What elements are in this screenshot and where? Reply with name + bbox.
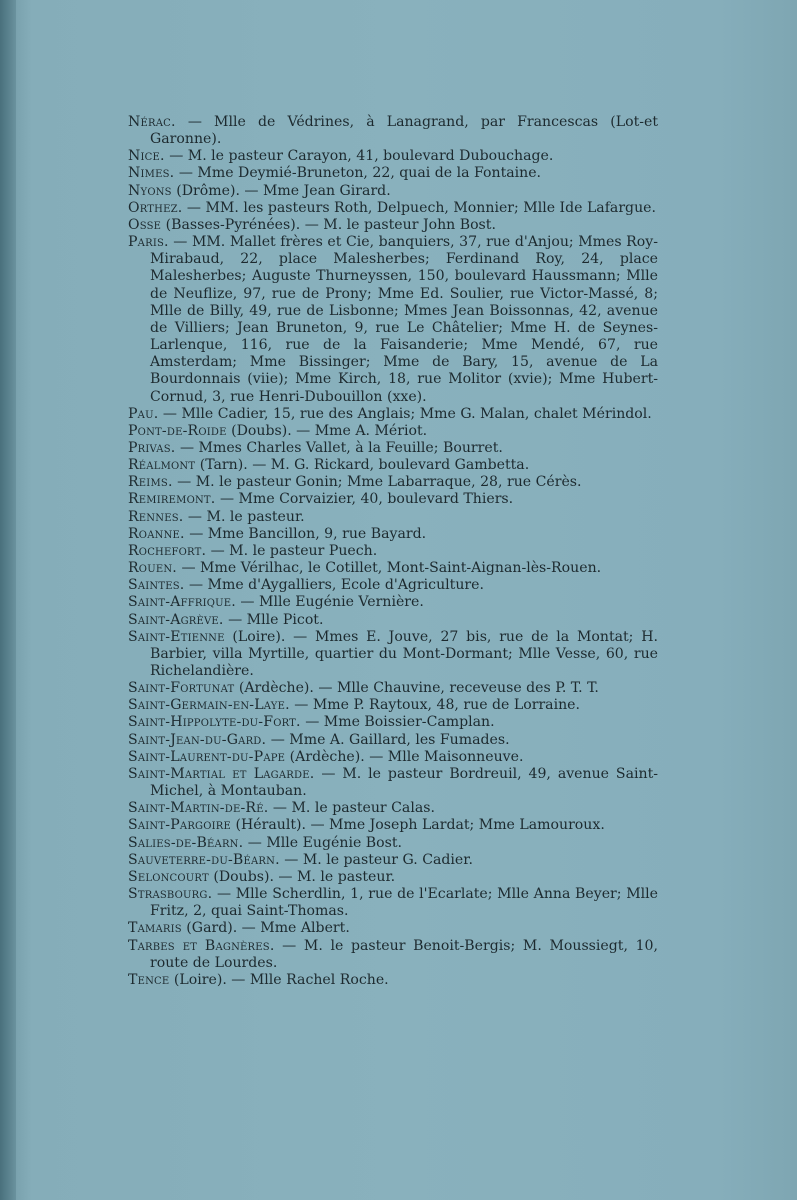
- entry-text: (Loire). — Mmes E. Jouve, 27 bis, rue de la Montat; H. Barbier, villa Myrtille, quartier du Mont-Dormant; Mlle Vesse, 60, rue Richelandière.: [150, 628, 658, 679]
- place-name: Saint-Agrève.: [128, 611, 224, 628]
- list-entry: [128, 629, 658, 680]
- list-entry: [128, 183, 658, 200]
- entry-text: — Mlle Eugénie Vernière.: [235, 594, 424, 611]
- place-name: Reims.: [128, 474, 173, 491]
- list-entry: [128, 680, 658, 697]
- list-entry: [128, 766, 658, 800]
- place-name: Pont-de-Roide: [128, 422, 227, 439]
- address-list: [128, 114, 658, 989]
- entry-text: — Mlle Scherdlin, 1, rue de l'Ecarlate; Mlle Anna Beyer; Mlle Fritz, 2, quai Saint-Thomas.: [150, 886, 658, 920]
- list-entry: [128, 526, 658, 543]
- list-entry: [128, 148, 658, 165]
- list-entry: [128, 594, 658, 611]
- place-name: Rouen.: [128, 560, 177, 577]
- place-name: Réalmont: [128, 457, 196, 474]
- entry-text: (Doubs). — Mme A. Mériot.: [226, 422, 428, 439]
- place-name: Saint-Martial et Lagarde.: [128, 765, 315, 782]
- list-entry: [128, 938, 658, 972]
- entry-text: — Mmes Charles Vallet, à la Feuille; Bourret.: [175, 439, 503, 456]
- list-entry: [128, 474, 658, 491]
- place-name: Pau.: [128, 405, 159, 422]
- place-name: Nice.: [128, 148, 165, 165]
- place-name: Remiremont.: [128, 491, 216, 508]
- entry-text: — Mme Vérilhac, le Cotillet, Mont-Saint-Aignan-lès-Rouen.: [176, 560, 602, 577]
- place-name: Saint-Fortunat: [128, 680, 235, 697]
- list-entry: [128, 217, 658, 234]
- place-name: Saint-Martin-de-Ré.: [128, 800, 269, 817]
- list-entry: [128, 852, 658, 869]
- list-entry: [128, 114, 658, 148]
- list-entry: [128, 543, 658, 560]
- place-name: Strasbourg.: [128, 886, 213, 903]
- entry-text: — Mlle Cadier, 15, rue des Anglais; Mme G. Malan, chalet Mérindol.: [158, 405, 652, 422]
- list-entry: [128, 577, 658, 594]
- list-entry: [128, 200, 658, 217]
- list-entry: [128, 560, 658, 577]
- place-name: Saint-Affrique.: [128, 594, 236, 611]
- entry-text: — M. le pasteur Puech.: [206, 542, 378, 559]
- entry-text: — MM. Mallet frères et Cie, banquiers, 37, rue d'Anjou; Mmes Roy-Mirabaud, 22, place Malesherbes; Ferdinand Roy, 24, place Malesherbes; Auguste Thurneyssen, 150, boulevard Haussmann; Mlle de Neuflize, 97, rue de Prony; Mme Ed. Soulier, rue Victor-Massé, 8; Mlle de Billy, 49, rue de Lisbonne; Mmes Jean Boissonnas, 42, avenue de Villiers; Jean Bruneton, 9, rue Le Châtelier; Mme H. de Seynes-Larlenque, 116, rue de la Faisanderie; Mme Mendé, 67, rue Amsterdam; Mme Bissinger; Mme de Bary, 15, avenue de La Bourdonnais (viie); Mme Kirch, 18, rue Molitor (xvie); Mme Hubert-Cornud, 3, rue Henri-Dubouillon (xxe).: [150, 234, 658, 405]
- entry-text: — Mme Deymié-Bruneton, 22, quai de la Fontaine.: [174, 165, 542, 182]
- entry-text: (Tarn). — M. G. Rickard, boulevard Gambetta.: [195, 457, 530, 474]
- list-entry: [128, 423, 658, 440]
- list-entry: [128, 234, 658, 406]
- entry-text: — Mme A. Gaillard, les Fumades.: [266, 731, 510, 748]
- place-name: Saint-Etienne: [128, 628, 225, 645]
- place-name: Tarbes et Bagnères.: [128, 937, 275, 954]
- entry-text: (Ardèche). — Mlle Chauvine, receveuse des P. T. T.: [234, 680, 599, 697]
- entry-text: — Mlle Eugénie Bost.: [243, 834, 402, 851]
- entry-text: (Loire). — Mlle Rachel Roche.: [169, 971, 389, 988]
- list-entry: [128, 749, 658, 766]
- place-name: Saint-Pargoire: [128, 817, 232, 834]
- place-name: Nérac.: [128, 114, 176, 130]
- list-entry: [128, 165, 658, 182]
- list-entry: [128, 440, 658, 457]
- list-entry: [128, 817, 658, 834]
- list-entry: [128, 869, 658, 886]
- list-entry: [128, 509, 658, 526]
- entry-text: — Mlle Picot.: [223, 611, 324, 628]
- place-name: Saint-Hippolyte-du-Fort.: [128, 714, 301, 731]
- entry-text: — M. le pasteur Gonin; Mme Labarraque, 28, rue Cérès.: [172, 474, 582, 491]
- place-name: Saint-Laurent-du-Pape: [128, 748, 286, 765]
- entry-text: — Mme Boissier-Camplan.: [300, 714, 495, 731]
- entry-text: (Hérault). — Mme Joseph Lardat; Mme Lamouroux.: [231, 817, 605, 834]
- place-name: Rochefort.: [128, 542, 207, 559]
- entry-text: (Ardèche). — Mlle Maisonneuve.: [285, 748, 524, 765]
- place-name: Tamaris: [128, 920, 182, 937]
- entry-text: (Doubs). — M. le pasteur.: [208, 868, 396, 885]
- entry-text: — M. le pasteur Bordreuil, 49, avenue Saint-Michel, à Montauban.: [150, 765, 658, 800]
- place-name: Tence: [128, 971, 170, 988]
- list-entry: [128, 972, 658, 989]
- place-name: Osse: [128, 216, 162, 233]
- place-name: Privas.: [128, 439, 176, 456]
- entry-text: — M. le pasteur Benoit-Bergis; M. Moussiegt, 10, route de Lourdes.: [150, 937, 658, 971]
- place-name: Nimes.: [128, 165, 175, 182]
- list-entry: [128, 886, 658, 920]
- list-entry: [128, 714, 658, 731]
- entry-text: — M. le pasteur G. Cadier.: [279, 851, 473, 868]
- place-name: Saint-Jean-du-Gard.: [128, 731, 267, 748]
- entry-text: — MM. les pasteurs Roth, Delpuech, Monnier; Mlle Ide Lafargue.: [182, 199, 656, 216]
- list-entry: [128, 406, 658, 423]
- place-name: Sauveterre-du-Béarn.: [128, 851, 280, 868]
- entry-text: (Drôme). — Mme Jean Girard.: [171, 182, 391, 199]
- entry-text: — M. le pasteur Calas.: [268, 800, 435, 817]
- place-name: Seloncourt: [128, 868, 209, 885]
- entry-text: (Gard). — Mme Albert.: [181, 920, 350, 937]
- place-name: Orthez.: [128, 199, 183, 216]
- place-name: Paris.: [128, 234, 169, 251]
- place-name: Salies-de-Béarn.: [128, 834, 244, 851]
- booklet-spine: [0, 0, 16, 1200]
- place-name: Rennes.: [128, 508, 184, 525]
- place-name: Saint-Germain-en-Laye.: [128, 697, 290, 714]
- list-entry: [128, 491, 658, 508]
- entry-text: — Mme P. Raytoux, 48, rue de Lorraine.: [289, 697, 580, 714]
- list-entry: [128, 697, 658, 714]
- list-entry: [128, 457, 658, 474]
- place-name: Saintes.: [128, 577, 185, 594]
- entry-text: — Mme Bancillon, 9, rue Bayard.: [184, 525, 427, 542]
- entry-text: — Mlle de Védrines, à Lanagrand, par Francescas (Lot-et Garonne).: [150, 114, 658, 148]
- place-name: Nyons: [128, 182, 172, 199]
- list-entry: [128, 800, 658, 817]
- place-name: Roanne.: [128, 525, 185, 542]
- list-entry: [128, 835, 658, 852]
- list-entry: [128, 612, 658, 629]
- entry-text: — M. le pasteur Carayon, 41, boulevard Dubouchage.: [164, 148, 554, 165]
- list-entry: [128, 732, 658, 749]
- entry-text: (Basses-Pyrénées). — M. le pasteur John Bost.: [161, 216, 496, 233]
- entry-text: — M. le pasteur.: [183, 508, 305, 525]
- entry-text: — Mme d'Aygalliers, Ecole d'Agriculture.: [184, 577, 484, 594]
- entry-text: — Mme Corvaizier, 40, boulevard Thiers.: [215, 491, 514, 508]
- list-entry: [128, 920, 658, 937]
